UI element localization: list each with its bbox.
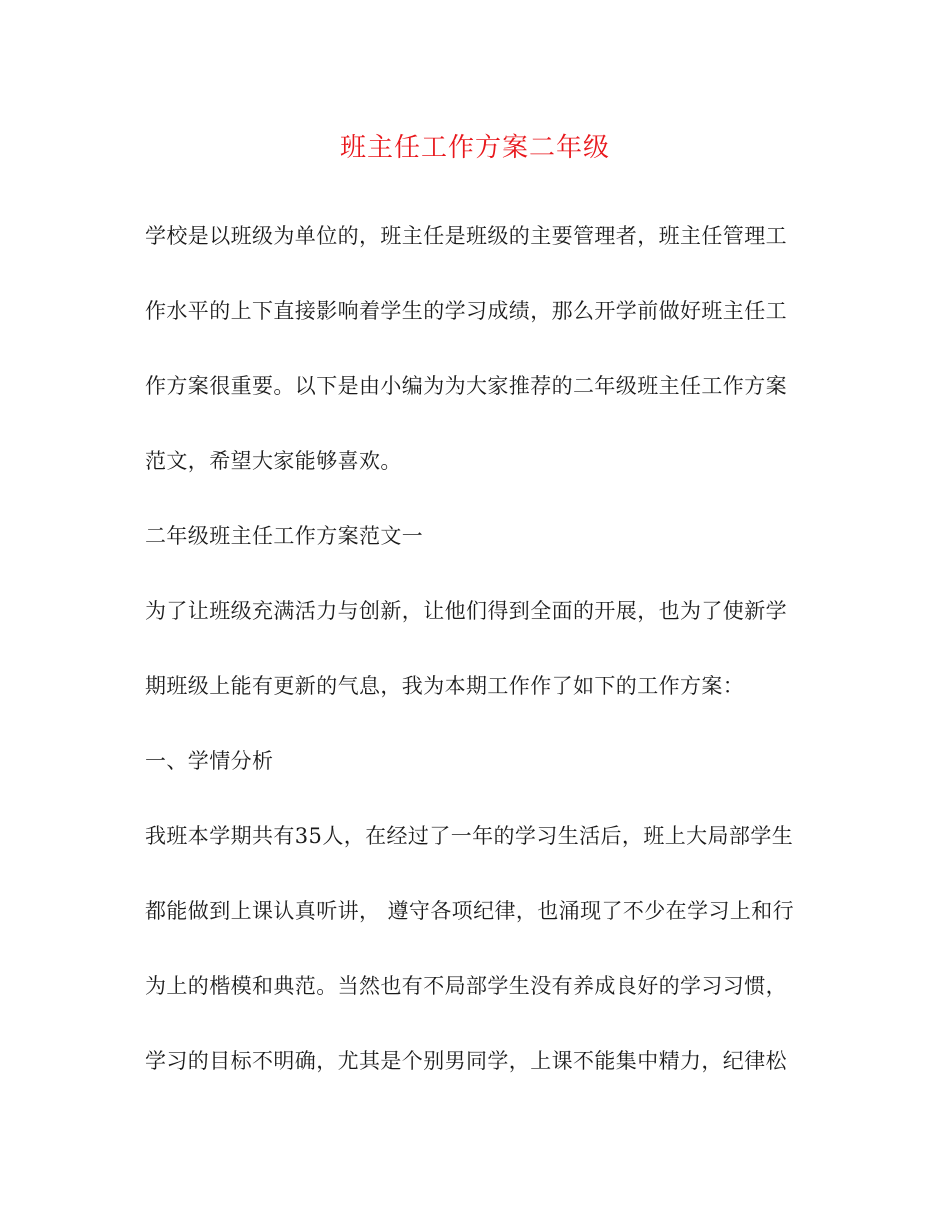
body-line: 学校是以班级为单位的，班主任是班级的主要管理者，班主任管理工	[145, 224, 787, 248]
body-line: 我班本学期共有35人，在经过了一年的学习生活后，班上大局部学生	[145, 824, 794, 848]
body-line: 期班级上能有更新的气息，我为本期工作作了如下的工作方案：	[145, 674, 745, 698]
body-line: 范文，希望大家能够喜欢。	[145, 449, 402, 473]
document-body	[145, 216, 810, 1116]
body-line: 学习的目标不明确，尤其是个别男同学，上课不能集中精力，纪律松	[145, 1049, 787, 1073]
document-title: 班主任工作方案二年级	[339, 133, 610, 163]
body-line: 都能做到上课认真听讲， 遵守各项纪律，也涌现了不少在学习上和行	[145, 899, 795, 923]
body-line: 为上的楷模和典范。当然也有不局部学生没有养成良好的学习习惯，	[145, 974, 787, 998]
body-line: 作方案很重要。以下是由小编为为大家推荐的二年级班主任工作方案	[145, 374, 787, 398]
body-line: 为了让班级充满活力与创新，让他们得到全面的开展，也为了使新学	[145, 599, 787, 623]
body-line: 作水平的上下直接影响着学生的学习成绩，那么开学前做好班主任工	[145, 299, 787, 323]
section-heading: 一、学情分析	[145, 749, 274, 773]
section-heading: 二年级班主任工作方案范文一	[145, 524, 424, 548]
